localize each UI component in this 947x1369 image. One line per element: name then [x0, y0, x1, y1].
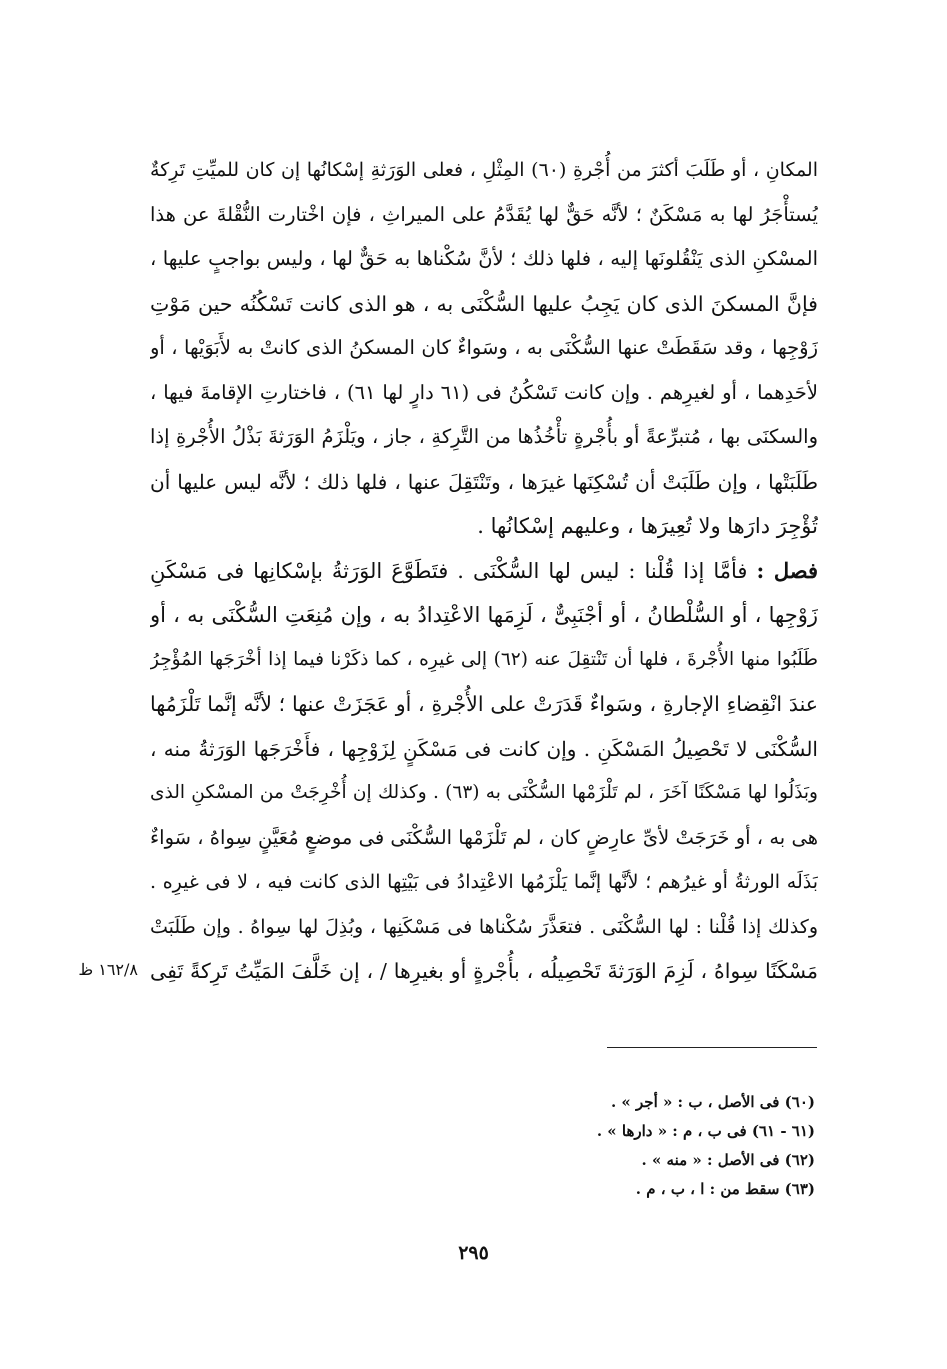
text-line: فإنَّ المسكنَ الذى كان يَجِبُ عليها السُّكْنَى به ، هو الذى كانت تَسْكُنُه حين مَوْتِ: [150, 291, 818, 316]
footnote: (٦٣) سقط من : ا ، ب ، م .: [635, 1180, 815, 1198]
text-line: زَوْجِها ، أو السُّلْطانُ ، أو أجْنَبِىٌّ ، لَزِمَها الاعْتِدادُ به ، وإن مُنِعَتِ السُّكْنَى به ، أو: [150, 603, 818, 627]
text-line: المكانِ ، أو طَلَبَ أكثرَ من أُجْرةِ (٦٠) المِثْلِ ، فعلى الوَرَثةِ إسْكانُها إن كان للميِّتِ تَرِكةٌ: [150, 159, 818, 181]
text-line: المسْكنِ الذى يَنْقُلونَها إليه ، فلها ذلك ؛ لأنَّ سُكْناها به حَقٌّ لها ، وليس بواجبٍ عليها ،: [150, 247, 818, 270]
page-number: ٢٩٥: [458, 1242, 489, 1264]
section-first-line: [150, 549, 818, 594]
margin-folio-note: ١٦٢/٨ ظ: [78, 960, 138, 979]
text-line: السُّكْنَى لا تَحْصِيلُ المَسْكَنِ . وإن كانت فى مَسْكَنٍ لِزَوْجِها ، فأَخْرَجَها الوَرَثةُ منه ،: [150, 736, 818, 761]
footnotes: [450, 1088, 815, 1204]
text-line: تُؤْجِرَ دارَها ولا تُعِيرَها ، وعليهم إسْكانُها .: [477, 514, 818, 538]
text-line: وكذلك إذا قُلْنا : لها السُّكْنَى . فتعَذَّرَ سُكْناها فى مَسْكَنِها ، وبُذِلَ لها سِواهُ . وإن طَلَبَتْ: [150, 915, 818, 938]
main-text: [150, 148, 818, 994]
footnote: (٦٢) فى الأصل : « منه » .: [641, 1151, 815, 1169]
text-line: والسكنَى بها ، مُتبرِّعةً أو بأُجْرةٍ تأْخُذُها من التَّرِكةِ ، جاز ، ويَلْزَمُ الوَرَثةَ بَذْلُ الأُجْرةِ إذا: [150, 425, 818, 448]
footnote-divider: [607, 1047, 817, 1048]
text-line: فأمَّا إذا قُلْنا : ليس لها السُّكْنَى . فتَطَوَّعَ الوَرَثةُ بإسْكانِها فى مَسْكَنِ: [150, 558, 748, 583]
text-line: عندَ انْقِضاءِ الإجارةِ ، وسَواءٌ قَدَرَتْ على الأُجْرةِ ، أو عَجَزَتْ عنها ؛ لأنَّه إنَّما تَلْزَمُها: [150, 692, 818, 716]
footnote: (٦٠) فى الأصل ، ب : « أجر » .: [610, 1093, 815, 1111]
text-line: طَلَبَتْها ، وإن طَلَبَتْ أن تُسْكِنَها غيرَها ، وتَنْتَقِلَ عنها ، فلها ذلك ؛ لأنَّه ليس عليها أن: [150, 469, 818, 494]
footnote: (٦١ - ٦١) فى ب ، م : « دارها » .: [596, 1122, 815, 1140]
section-heading: فصل :: [756, 557, 818, 583]
text-line: هى به ، أو خَرَجَتْ لأىِّ عارِضٍ كان ، لم تَلْزَمْها السُّكْنَى فى موضعٍ مُعَيَّنٍ سِواهُ ، سَواءٌ: [150, 825, 818, 849]
text-line: يُستأْجَرُ لها به مَسْكَنٌ ؛ لأنَّه حَقٌّ لها يُقَدَّمُ على الميراثِ ، فإن اخْتارت النُّقْلةَ عن هذا: [150, 202, 818, 226]
text-line: وبَذَلُوا لها مَسْكَنًا آخَرَ ، لم تَلْزَمْها السُّكْنَى به (٦٣) . وكذلك إن أُخْرِجَتْ من المسْكنِ الذى: [150, 782, 818, 803]
text-line: مَسْكَنًا سِواهُ ، لَزِمَ الوَرَثةَ تَحْصِيلُه ، بأُجْرةٍ أو بغيرِها / ، إن خَلَّفَ المَيِّتُ تَرِكةً تَفِى: [150, 959, 818, 983]
text-line: بَذَلَه الورثةُ أو غيرُهم ؛ لأنَّها إنَّما يَلْزَمُها الاعْتِدادُ فى بَيْتِها الذى كانت فيه ، لا فى غيرِه .: [150, 871, 818, 893]
text-line: لأحَدِهما ، أو لغيرِهم . وإن كانت تَسْكُنُ فى (٦١ دارٍ لها ٦١) ، فاختارتِ الإقامةَ فيها ،: [150, 380, 818, 404]
text-line: زَوْجِها ، وقد سَقَطَتْ عنها السُّكْنَى به ، وسَواءٌ كان المسكنُ الذى كانتْ به لأَبَوَيْها ، أو: [150, 336, 818, 359]
text-line: طَلَبُوا منها الأُجْرةَ ، فلها أن تَنْتقِلَ عنه (٦٢) إلى غيرِه ، كما ذكَرْنا فيما إذا أخْرَجَها المُؤْجِرُ: [150, 648, 818, 670]
